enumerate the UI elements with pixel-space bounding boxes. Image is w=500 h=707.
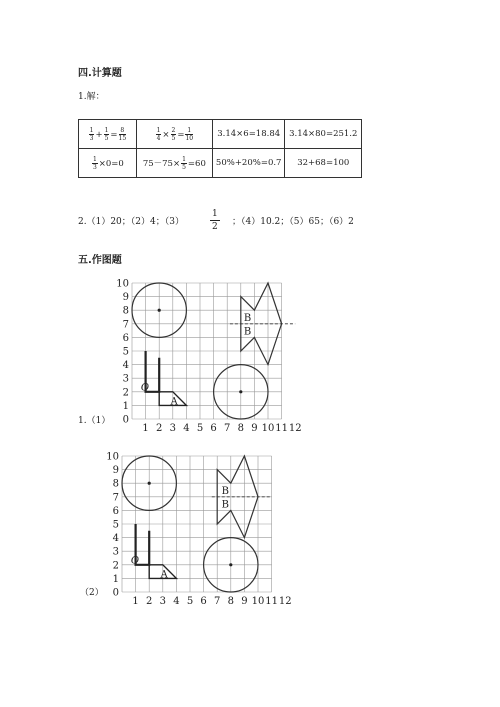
y-tick-label: 1 <box>112 573 119 585</box>
label-o: O <box>130 555 140 567</box>
circle-center-dot <box>239 390 242 393</box>
grid-figure-2 <box>100 452 310 612</box>
x-tick-label: 4 <box>173 596 180 607</box>
x-tick-label: 10 <box>251 596 265 607</box>
x-tick-label: 8 <box>227 596 234 607</box>
y-tick-label: 2 <box>122 387 129 399</box>
x-tick-label: 3 <box>169 423 176 434</box>
frac-num: 2 <box>171 126 176 134</box>
label-a: A <box>160 569 168 581</box>
frac-den: 4 <box>156 134 161 142</box>
cell-r2c1 <box>79 149 137 178</box>
x-tick-label: 12 <box>278 596 292 607</box>
frac-num: 1 <box>212 209 218 219</box>
operator: + <box>95 129 103 140</box>
question-2-part1: 2.（1）20；（2）4；（3） <box>78 217 184 227</box>
frac-num: 1 <box>92 155 97 163</box>
x-tick-label: 6 <box>210 423 217 434</box>
frac-num: 1 <box>89 126 94 134</box>
circle-center-dot <box>158 309 161 312</box>
x-tick-label: 1 <box>142 423 149 434</box>
x-tick-label: 7 <box>224 423 231 434</box>
expression-rest: =60 <box>187 158 206 169</box>
x-tick-label: 2 <box>156 423 163 434</box>
y-tick-label: 0 <box>122 414 129 426</box>
frac-den: 3 <box>92 163 97 171</box>
label-b-upper: B <box>221 486 230 497</box>
y-tick-label: 3 <box>112 546 119 558</box>
cell-r2c2 <box>136 149 212 178</box>
y-tick-label: 5 <box>112 519 119 531</box>
drawing-label-2: （2） <box>80 588 104 598</box>
cell-r1c4: 3.14×80=251.2 <box>285 120 362 149</box>
frac-den: 3 <box>89 134 94 142</box>
x-tick-label: 11 <box>265 596 278 607</box>
expression-rest: ×0=0 <box>98 158 124 169</box>
frac-den: 2 <box>212 222 218 232</box>
y-tick-label: 10 <box>116 278 129 290</box>
x-tick-label: 12 <box>288 423 302 434</box>
x-tick-label: 3 <box>159 596 166 607</box>
circle-center-dot <box>148 482 151 485</box>
frac-den: 5 <box>104 134 109 142</box>
drawing-label-1: 1.（1） <box>78 416 111 426</box>
y-tick-label: 6 <box>112 505 119 517</box>
frac-num: 8 <box>120 126 125 134</box>
frac-den: 5 <box>182 163 186 171</box>
x-tick-label: 11 <box>275 423 288 434</box>
circle-center-dot <box>229 563 232 566</box>
y-tick-label: 8 <box>122 305 129 317</box>
frac-den: 5 <box>171 134 176 142</box>
label-a: A <box>170 396 178 408</box>
frac-num: 1 <box>182 155 186 163</box>
x-tick-label: 9 <box>251 423 258 434</box>
calculation-table <box>78 119 362 178</box>
grid-figure-1 <box>110 278 310 438</box>
y-tick-label: 7 <box>122 319 129 331</box>
x-tick-label: 5 <box>196 423 204 434</box>
y-tick-label: 3 <box>122 373 129 385</box>
label-b-lower: B <box>221 499 230 511</box>
x-tick-label: 9 <box>241 596 248 607</box>
x-tick-label: 5 <box>186 596 194 607</box>
question-2-fraction <box>210 208 220 233</box>
label-b-lower: B <box>243 326 252 338</box>
x-tick-label: 2 <box>146 596 153 607</box>
cell-r2c3: 50%+20%=0.7 <box>212 149 285 178</box>
y-tick-label: 1 <box>122 400 129 412</box>
label-o: O <box>140 382 150 394</box>
y-tick-label: 7 <box>112 492 119 504</box>
label-b-upper: B <box>243 313 252 324</box>
frac-den: 15 <box>118 134 127 142</box>
x-tick-label: 10 <box>261 423 275 434</box>
cell-r1c1 <box>79 120 137 149</box>
equals: = <box>177 129 185 140</box>
frac-num: 1 <box>156 126 161 134</box>
y-tick-label: 8 <box>112 478 119 490</box>
frac-den: 10 <box>185 134 194 142</box>
equals: = <box>110 129 118 140</box>
cell-r1c3: 3.14×6=18.84 <box>212 120 285 149</box>
y-tick-label: 6 <box>122 332 129 344</box>
x-tick-label: 4 <box>183 423 190 434</box>
cell-r2c4: 32+68=100 <box>285 149 362 178</box>
frac-num: 1 <box>187 126 192 134</box>
expression-pre: 75－75× <box>142 158 181 169</box>
y-tick-label: 4 <box>122 360 129 372</box>
y-tick-label: 4 <box>112 533 119 545</box>
y-tick-label: 9 <box>112 465 119 477</box>
question-2-part2: ；（4）10.2；（5）65；（6）2 <box>232 217 354 227</box>
question-1-label: 1.解： <box>78 92 105 102</box>
y-tick-label: 0 <box>112 587 119 599</box>
operator: × <box>162 129 170 140</box>
y-tick-label: 10 <box>106 452 119 463</box>
y-tick-label: 2 <box>112 560 119 572</box>
section-5-title: 五.作图题 <box>78 255 122 266</box>
y-tick-label: 5 <box>122 346 129 358</box>
x-tick-label: 8 <box>237 423 244 434</box>
frac-num: 1 <box>104 126 109 134</box>
cell-r1c2 <box>136 120 212 149</box>
y-tick-label: 9 <box>122 292 129 304</box>
x-tick-label: 7 <box>214 596 221 607</box>
section-4-title: 四.计算题 <box>78 68 122 79</box>
x-tick-label: 6 <box>200 596 207 607</box>
x-tick-label: 1 <box>132 596 139 607</box>
